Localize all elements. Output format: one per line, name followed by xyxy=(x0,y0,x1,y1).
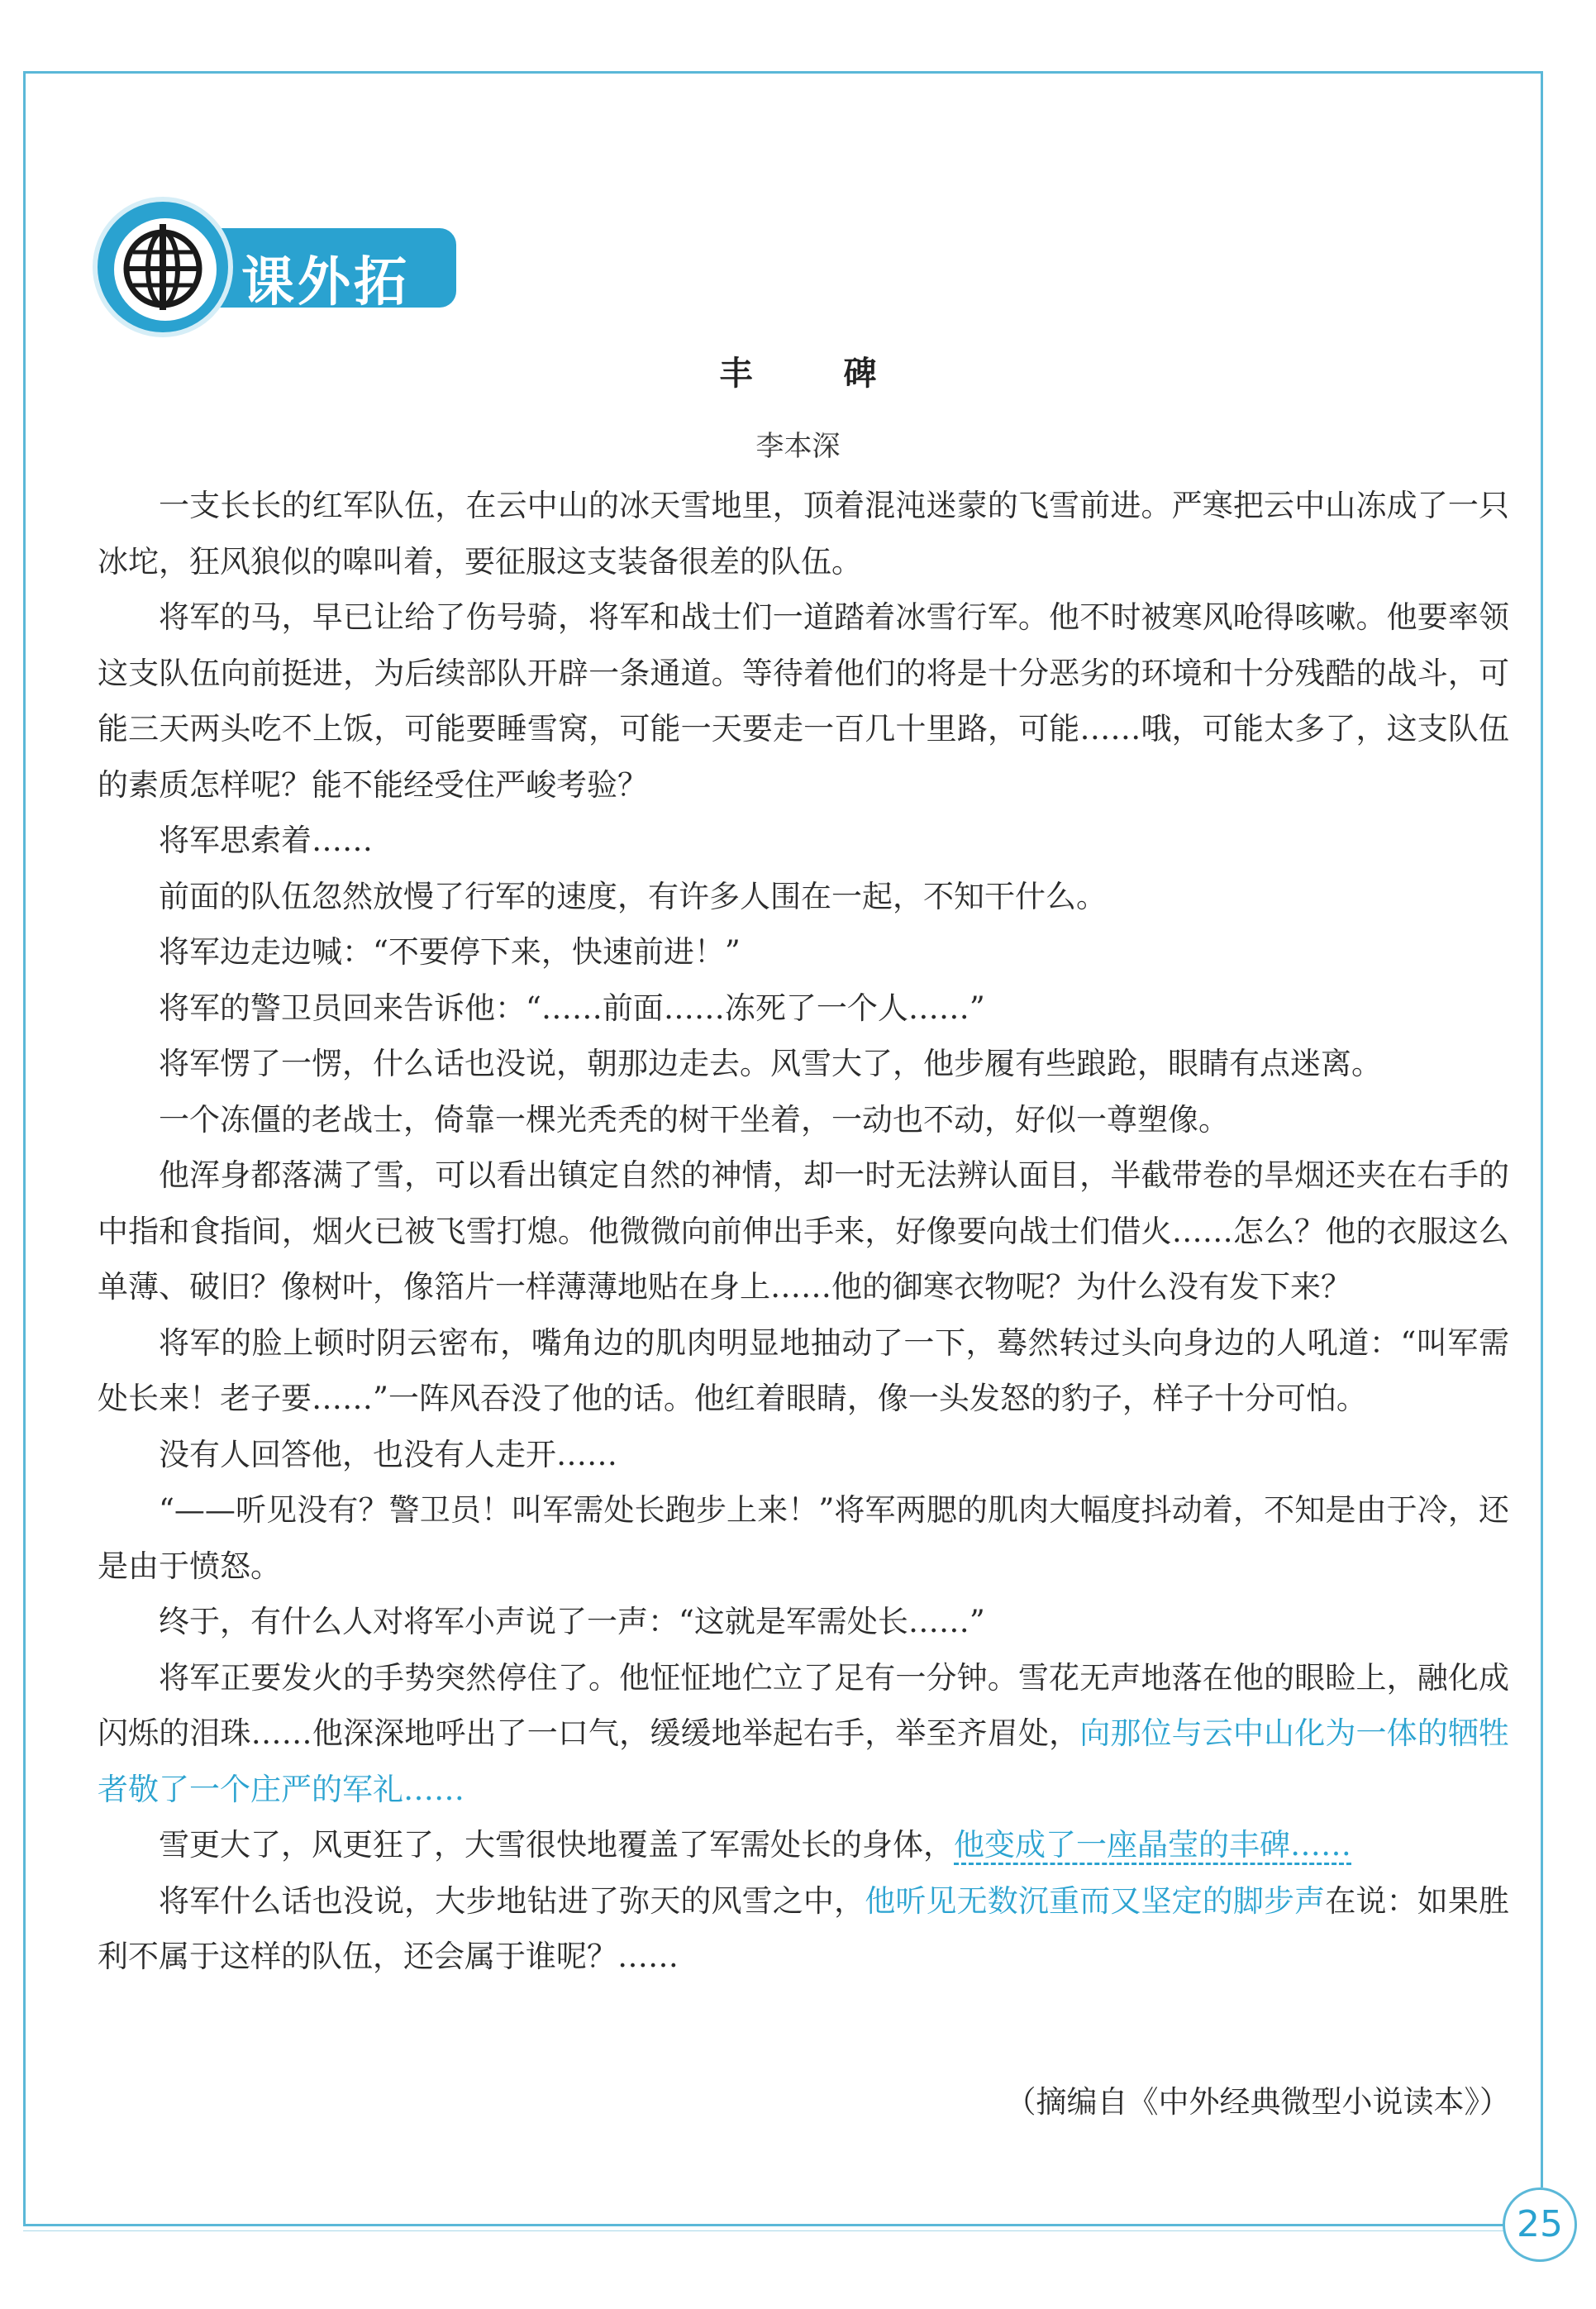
highlighted-phrase: 他听见无数沉重而又坚定的脚步声 xyxy=(865,1882,1326,1919)
page-number: 25 xyxy=(1503,2187,1577,2262)
paragraph: 前面的队伍忽然放慢了行军的速度，有许多人围在一起，不知干什么。 xyxy=(159,878,1107,914)
paragraph: 将军的脸上顿时阴云密布，嘴角边的肌肉明显地抽动了一下，蓦然转过头向身边的人吼道：“叫军需处长来！老子要……”一阵风吞没了他的话。他红着眼睛，像一头发怒的豹子，样子十分可怕。 xyxy=(98,1324,1509,1416)
paragraph: 将军边走边喊：“不要停下来，快速前进！” xyxy=(159,934,741,970)
paragraph: 一个冻僵的老战士，倚靠一棵光秃秃的树干坐着，一动也不动，好似一尊塑像。 xyxy=(159,1101,1229,1138)
paragraph-monument xyxy=(98,1817,1509,1873)
paragraph-text: 将军什么话也没说，大步地钻进了弥天的风雪之中， xyxy=(159,1882,865,1919)
paragraph: 将军的警卫员回来告诉他：“……前面……冻死了一个人……” xyxy=(159,990,985,1026)
frame-top-line xyxy=(23,71,1542,74)
paragraph-text: 雪更大了，风更狂了，大雪很快地覆盖了军需处长的身体， xyxy=(159,1827,954,1863)
frame-bottom-line xyxy=(23,2224,1511,2226)
paragraph: 终于，有什么人对将军小声说了一声：“这就是军需处长……” xyxy=(159,1604,985,1639)
article-title: 丰 碑 xyxy=(719,355,917,393)
globe-icon xyxy=(114,218,217,321)
article-author: 李本深 xyxy=(755,430,841,463)
section-title: 课外拓展 xyxy=(241,252,410,389)
paragraph-text: 在说：如果胜利不属于这样的队伍，还会属于谁呢？…… xyxy=(98,1882,1510,1974)
section-header xyxy=(93,197,465,389)
article-body xyxy=(98,478,1509,1985)
globe-badge xyxy=(93,197,233,337)
paragraph-text: 将军正要发火的手势突然停住了。他怔怔地伫立了足有一分钟。雪花无声地落在他的眼睑上，融化成闪烁的泪珠……他深深地呼出了一口气，缓缓地举起右手，举至齐眉处， xyxy=(98,1659,1509,1751)
highlighted-sentence: 向那位与云中山化为一体的牺牲者敬了一个庄严的军礼…… xyxy=(98,1715,1510,1807)
paragraph-salute xyxy=(98,1650,1509,1818)
paragraph: “——听见没有？警卫员！叫军需处长跑步上来！”将军两腮的肌肉大幅度抖动着，不知是由于冷，还是由于愤怒。 xyxy=(98,1492,1509,1584)
paragraph: 将军思索着…… xyxy=(159,823,373,858)
paragraph: 他浑身都落满了雪，可以看出镇定自然的神情，却一时无法辨认面目，半截带卷的旱烟还夹在右手的中指和食指间，烟火已被飞雪打熄。他微微向前伸出手来，好像要向战士们借火……怎么？他的衣服这么单薄、破旧？像树叶，像箔片一样薄薄地贴在身上……他的御寒衣物呢？为什么没有发下来？ xyxy=(98,1157,1509,1305)
underlined-sentence: 他变成了一座晶莹的丰碑…… xyxy=(954,1827,1351,1865)
paragraph: 一支长长的红军队伍，在云中山的冰天雪地里，顶着混沌迷蒙的飞雪前进。严寒把云中山冻成了一只冰坨，狂风狼似的嗥叫着，要征服这支装备很差的队伍。 xyxy=(98,488,1509,580)
article-source: （摘编自《中外经典微型小说读本》） xyxy=(1005,2084,1510,2120)
frame-bottom-line-thin xyxy=(23,2230,1511,2231)
paragraph: 将军愣了一愣，什么话也没说，朝那边走去。风雪大了，他步履有些踉跄，眼睛有点迷离。 xyxy=(159,1046,1382,1081)
paragraph: 将军的马，早已让给了伤号骑，将军和战士们一道踏着冰雪行军。他不时被寒风呛得咳嗽。他要率领这支队伍向前挺进，为后续部队开辟一条通道。等待着他们的将是十分恶劣的环境和十分残酷的战斗，可能三天两头吃不上饭，可能要睡雪窝，可能一天要走一百几十里路，可能……哦，可能太多了，这支队伍的素质怎样呢？能不能经受住严峻考验？ xyxy=(98,599,1509,803)
paragraph-ending xyxy=(98,1873,1509,1985)
paragraph: 没有人回答他，也没有人走开…… xyxy=(159,1436,617,1472)
